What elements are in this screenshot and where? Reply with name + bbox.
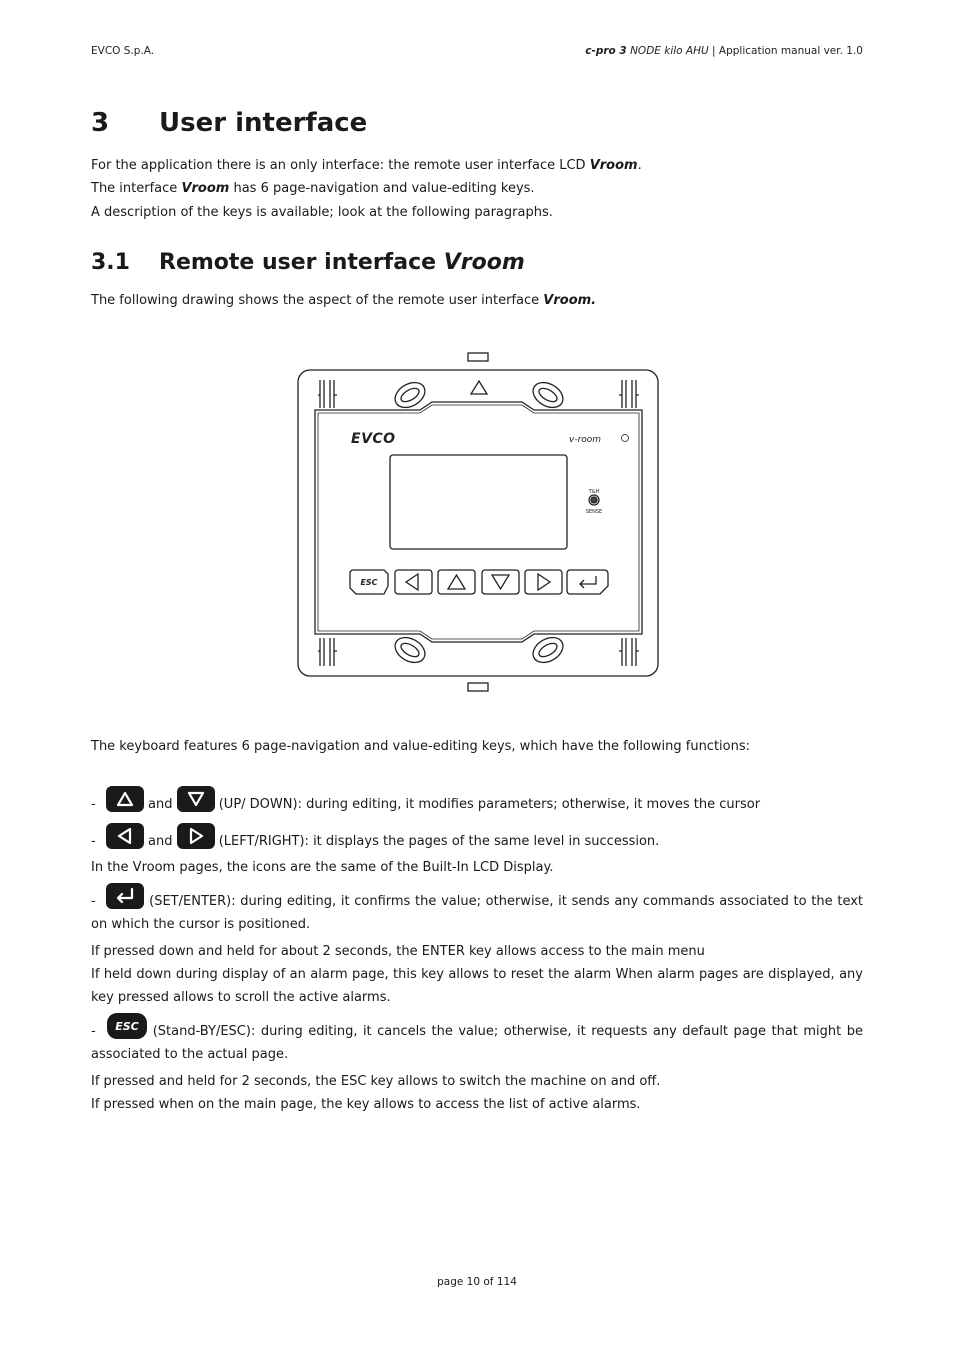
down-key-icon — [177, 786, 215, 812]
sensor-label-1: T&H — [588, 489, 600, 495]
key-up — [438, 570, 475, 594]
right-key-icon — [177, 823, 215, 849]
page-number: page 10 of 114 — [437, 1276, 517, 1288]
header-product-bold: c-pro 3 — [585, 45, 627, 57]
esc-key-label: ESC — [360, 578, 378, 587]
left-key-icon — [106, 823, 144, 849]
bottom-tab — [468, 683, 488, 691]
model-label: v-room — [569, 435, 602, 445]
text: . — [637, 158, 642, 173]
esc-key-icon — [107, 1013, 147, 1039]
header-manual — [585, 45, 863, 57]
text: (Stand-BY/ESC): during editing, it cancels the value; otherwise, it requests any default page that might be associated to the actual page. — [91, 1024, 863, 1062]
enter-hold-note: If pressed down and held for about 2 seconds, the ENTER key allows access to the main menu — [91, 944, 705, 959]
screw-top-right — [529, 377, 568, 412]
top-triangle-mark — [471, 381, 487, 394]
section-paragraph-1 — [91, 154, 642, 177]
led-icon — [622, 435, 629, 442]
key-right — [525, 570, 562, 594]
screw-bottom-left — [391, 632, 430, 667]
brand-logo: EVCO — [351, 431, 396, 447]
subsection-heading — [91, 250, 525, 275]
text: The interface — [91, 181, 182, 196]
and-text: and — [147, 797, 173, 812]
screw-bottom-right — [529, 632, 568, 667]
esc-key-icon-label: ESC — [115, 1020, 139, 1033]
section-paragraph-2 — [91, 177, 535, 200]
text: (SET/ENTER): during editing, it confirms the value; otherwise, it sends any commands associated to the text on which the cursor is positioned. — [91, 894, 864, 932]
subsection-title-italic: Vroom — [443, 250, 525, 275]
clip-bottom-left — [318, 638, 337, 666]
subsection-title: Remote user interface — [159, 250, 444, 275]
keys-intro: The keyboard features 6 page-navigation and value-editing keys, which have the following functions: — [91, 739, 751, 754]
dash: - — [91, 894, 96, 909]
esc-hold-note: If pressed and held for 2 seconds, the ESC key allows to switch the machine on and off. — [91, 1074, 661, 1089]
section-paragraph-3: A description of the keys is available; look at the following paragraphs. — [91, 205, 553, 220]
subsection-paragraph — [91, 289, 596, 312]
dash: - — [91, 834, 96, 849]
top-tab — [468, 353, 488, 361]
clip-bottom-right — [619, 638, 639, 666]
emphasis: Vroom. — [543, 293, 597, 308]
updown-description — [91, 786, 760, 816]
key-enter — [567, 570, 608, 594]
clip-top-left — [318, 380, 337, 408]
header-company: EVCO S.p.A. — [91, 45, 155, 57]
text: (LEFT/RIGHT): it displays the pages of the same level in succession. — [218, 834, 660, 849]
emphasis: Vroom — [181, 181, 230, 196]
text: For the application there is an only interface: the remote user interface LCD — [91, 158, 590, 173]
enter-key-icon — [106, 883, 144, 909]
text: The following drawing shows the aspect of the remote user interface — [91, 293, 544, 308]
clip-top-right — [619, 380, 639, 408]
section-title: User interface — [159, 108, 368, 138]
text: has 6 page-navigation and value-editing keys. — [229, 181, 535, 196]
esc-main-note: If pressed when on the main page, the key allows to access the list of active alarms. — [91, 1097, 641, 1112]
vroom-device-drawing — [290, 348, 666, 696]
up-key-icon — [106, 786, 144, 812]
enter-alarm-note: If held down during display of an alarm page, this key allows to reset the alarm When alarm pages are displayed, any key pressed allows to scroll the active alarms. — [91, 967, 863, 1005]
section-heading — [91, 108, 367, 138]
emphasis: Vroom — [589, 158, 638, 173]
header-manual-version: | Application manual ver. 1.0 — [712, 45, 863, 57]
text: (UP/ DOWN): during editing, it modifies parameters; otherwise, it moves the cursor — [218, 797, 761, 812]
sensor-label-2: SENSE — [585, 509, 603, 515]
section-number: 3 — [91, 108, 110, 138]
subsection-number: 3.1 — [91, 250, 130, 275]
dash: - — [91, 797, 96, 812]
lcd-screen — [390, 455, 567, 549]
and-text: and — [147, 834, 173, 849]
esc-description — [91, 1013, 863, 1066]
leftright-description — [91, 823, 659, 853]
enter-description — [91, 883, 863, 936]
keypad — [350, 570, 608, 594]
outer-shell — [298, 370, 658, 676]
vroom-pages-note: In the Vroom pages, the icons are the same of the Built-In LCD Display. — [91, 860, 554, 875]
key-left — [395, 570, 432, 594]
key-down — [482, 570, 519, 594]
header-product-italic: NODE kilo AHU — [630, 45, 709, 57]
dash: - — [91, 1024, 96, 1039]
